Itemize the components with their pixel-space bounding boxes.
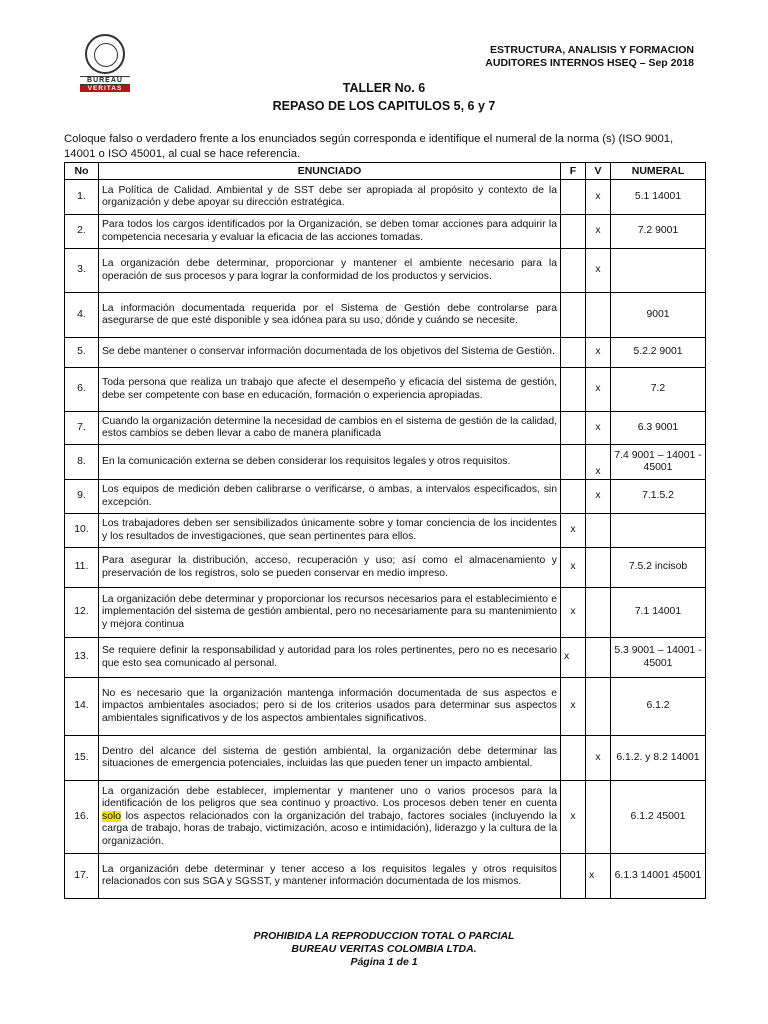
row-number: 12. bbox=[65, 588, 99, 638]
row-number: 5. bbox=[65, 338, 99, 368]
row-numeral: 7.2 9001 bbox=[611, 215, 706, 249]
table-row bbox=[65, 480, 706, 514]
row-statement: Para todos los cargos identificados por la Organización, se deben tomar acciones para adquirir la competencia necesaria y evaluar la eficacia de las acciones tomadas. bbox=[99, 215, 561, 249]
row-true-mark: x bbox=[586, 215, 611, 249]
row-number: 8. bbox=[65, 445, 99, 480]
table-row bbox=[65, 548, 706, 588]
questions-table bbox=[64, 162, 706, 899]
document-title: TALLER No. 6 bbox=[342, 81, 426, 95]
row-number: 13. bbox=[65, 638, 99, 678]
table-row bbox=[65, 249, 706, 293]
row-numeral bbox=[611, 249, 706, 293]
row-numeral: 6.1.2 bbox=[611, 678, 706, 736]
page-number: Página 1 de 1 bbox=[350, 956, 418, 968]
row-statement: La Política de Calidad. Ambiental y de SST debe ser apropiada al propósito y contexto de la organización y debe apoyar su dirección estratégica. bbox=[99, 180, 561, 215]
row-true-mark bbox=[586, 293, 611, 338]
row-number: 10. bbox=[65, 514, 99, 548]
table-row bbox=[65, 412, 706, 445]
row-number: 16. bbox=[65, 781, 99, 854]
table-row bbox=[65, 678, 706, 736]
logo-text-bottom: VERITAS bbox=[80, 85, 130, 92]
row-numeral: 7.4 9001 – 14001 - 45001 bbox=[611, 445, 706, 480]
row-false-mark bbox=[561, 412, 586, 445]
logo-seal-icon bbox=[85, 34, 125, 74]
row-numeral: 9001 bbox=[611, 293, 706, 338]
row-statement: No es necesario que la organización mantenga información documentada de sus aspectos e impactos ambientales asociados; pero si de los criterios usados para determinar sus aspectos ambientales significativos y de los aspectos ambientales significativos. bbox=[99, 678, 561, 736]
row-true-mark: x bbox=[586, 180, 611, 215]
row-numeral bbox=[611, 514, 706, 548]
instructions: Coloque falso o verdadero frente a los enunciados según corresponda e identifique el numeral de la norma (s) (ISO 9001, 14001 o ISO 45001, al cual se hace referencia. bbox=[64, 133, 674, 160]
row-true-mark: x bbox=[586, 736, 611, 781]
row-false-mark bbox=[561, 338, 586, 368]
row-true-mark: x bbox=[586, 249, 611, 293]
row-numeral: 6.3 9001 bbox=[611, 412, 706, 445]
row-false-mark: x bbox=[561, 781, 586, 854]
document-header bbox=[485, 44, 694, 70]
header-numeral: NUMERAL bbox=[611, 163, 706, 180]
document-subtitle: REPASO DE LOS CAPITULOS 5, 6 y 7 bbox=[272, 99, 496, 113]
row-true-mark bbox=[586, 781, 611, 854]
statement-text-after: los aspectos relacionados con la organización del trabajo, factores sociales (incluyendo la carga de trabajo, horas de trabajo, victimización, acoso e intimidación), liderazgo y la cultura de la organización. bbox=[102, 810, 557, 847]
row-numeral: 5.3 9001 – 14001 - 45001 bbox=[611, 638, 706, 678]
header-f: F bbox=[561, 163, 586, 180]
table-row bbox=[65, 736, 706, 781]
table-row bbox=[65, 854, 706, 899]
row-false-mark bbox=[561, 854, 586, 899]
table-row bbox=[65, 638, 706, 678]
row-number: 14. bbox=[65, 678, 99, 736]
row-statement: Toda persona que realiza un trabajo que afecte el desempeño y eficacia del sistema de gestión, debe ser competente con base en educación, formación o experiencia apropiadas. bbox=[99, 368, 561, 412]
table-row bbox=[65, 180, 706, 215]
row-numeral: 7.1.5.2 bbox=[611, 480, 706, 514]
row-numeral: 6.1.2 45001 bbox=[611, 781, 706, 854]
row-false-mark bbox=[561, 249, 586, 293]
row-numeral: 5.1 14001 bbox=[611, 180, 706, 215]
row-numeral: 7.5.2 incisob bbox=[611, 548, 706, 588]
table-row bbox=[65, 514, 706, 548]
header-no: No bbox=[65, 163, 99, 180]
table-row bbox=[65, 368, 706, 412]
row-statement: Se requiere definir la responsabilidad y autoridad para los roles pertinentes, pero no es necesario que esto sea comunicado al personal. bbox=[99, 638, 561, 678]
row-true-mark: x bbox=[586, 445, 611, 480]
table-row bbox=[65, 781, 706, 854]
row-number: 3. bbox=[65, 249, 99, 293]
row-true-mark bbox=[586, 548, 611, 588]
row-statement bbox=[99, 781, 561, 854]
row-true-mark: x bbox=[586, 368, 611, 412]
row-numeral: 7.1 14001 bbox=[611, 588, 706, 638]
row-false-mark: x bbox=[561, 514, 586, 548]
logo-text-top: BUREAU bbox=[80, 76, 130, 85]
row-numeral: 6.1.2. y 8.2 14001 bbox=[611, 736, 706, 781]
footer-line-1: PROHIBIDA LA REPRODUCCION TOTAL O PARCIAL bbox=[253, 930, 515, 942]
row-false-mark bbox=[561, 368, 586, 412]
row-statement: Para asegurar la distribución, acceso, recuperación y uso; así como el almacenamiento y preservación de los registros, solo se pueden conservar en medio impreso. bbox=[99, 548, 561, 588]
row-true-mark: x bbox=[586, 412, 611, 445]
table-row bbox=[65, 215, 706, 249]
row-false-mark bbox=[561, 736, 586, 781]
row-false-mark bbox=[561, 180, 586, 215]
table-header-row bbox=[65, 163, 706, 180]
row-statement: Los equipos de medición deben calibrarse o verificarse, o ambas, a intervalos especificados, sin excepción. bbox=[99, 480, 561, 514]
row-number: 2. bbox=[65, 215, 99, 249]
table-row bbox=[65, 338, 706, 368]
document-footer bbox=[0, 930, 768, 969]
row-statement: La organización debe determinar, proporcionar y mantener el ambiente necesario para la operación de sus procesos y para lograr la conformidad de los productos y servicios. bbox=[99, 249, 561, 293]
row-false-mark: x bbox=[561, 548, 586, 588]
header-line-2: AUDITORES INTERNOS HSEQ – Sep 2018 bbox=[485, 57, 694, 69]
row-statement: Cuando la organización determine la necesidad de cambios en el sistema de gestión de la calidad, estos cambios se deben llevar a cabo de manera planificada bbox=[99, 412, 561, 445]
row-false-mark bbox=[561, 445, 586, 480]
row-false-mark bbox=[561, 215, 586, 249]
row-number: 7. bbox=[65, 412, 99, 445]
statement-text-before: La organización debe establecer, implementar y mantener uno o varios procesos para la identificación de los peligros que sea continuo y proactivo. Los procesos deben tener en cuenta bbox=[102, 785, 557, 810]
row-statement: Los trabajadores deben ser sensibilizados únicamente sobre y tomar conciencia de los incidentes y los resultados de investigaciones, que sean pertinentes para ellos. bbox=[99, 514, 561, 548]
row-true-mark: x bbox=[586, 480, 611, 514]
row-number: 17. bbox=[65, 854, 99, 899]
footer-line-2: BUREAU VERITAS COLOMBIA LTDA. bbox=[291, 943, 477, 955]
row-true-mark bbox=[586, 588, 611, 638]
row-number: 9. bbox=[65, 480, 99, 514]
row-number: 4. bbox=[65, 293, 99, 338]
row-number: 11. bbox=[65, 548, 99, 588]
header-line-1: ESTRUCTURA, ANALISIS Y FORMACION bbox=[490, 44, 694, 56]
table-row bbox=[65, 293, 706, 338]
row-statement: Dentro del alcance del sistema de gestión ambiental, la organización debe determinar las situaciones de emergencia potenciales, incluidas las que pueden tener un impacto ambiental. bbox=[99, 736, 561, 781]
row-numeral: 7.2 bbox=[611, 368, 706, 412]
row-true-mark bbox=[586, 514, 611, 548]
row-true-mark bbox=[586, 678, 611, 736]
row-statement: La organización debe determinar y tener acceso a los requisitos legales y otros requisitos relacionados con sus SGA y SGSST, y mantener información documentada de los mismos. bbox=[99, 854, 561, 899]
row-number: 1. bbox=[65, 180, 99, 215]
row-statement: La información documentada requerida por el Sistema de Gestión debe controlarse para asegurarse de que esté disponible y sea idónea para su uso, dónde y cuándo se necesite. bbox=[99, 293, 561, 338]
row-numeral: 5.2.2 9001 bbox=[611, 338, 706, 368]
table-row bbox=[65, 588, 706, 638]
row-true-mark: x bbox=[586, 854, 611, 899]
row-number: 6. bbox=[65, 368, 99, 412]
row-statement: Se debe mantener o conservar información documentada de los objetivos del Sistema de Gestión. bbox=[99, 338, 561, 368]
row-false-mark: x bbox=[561, 588, 586, 638]
highlighted-word: solo bbox=[102, 810, 122, 822]
row-false-mark bbox=[561, 293, 586, 338]
header-enunciado: ENUNCIADO bbox=[99, 163, 561, 180]
row-true-mark: x bbox=[586, 338, 611, 368]
row-false-mark: x bbox=[561, 678, 586, 736]
row-true-mark bbox=[586, 638, 611, 678]
row-false-mark bbox=[561, 480, 586, 514]
row-statement: En la comunicación externa se deben considerar los requisitos legales y otros requisitos. bbox=[99, 445, 561, 480]
row-number: 15. bbox=[65, 736, 99, 781]
row-numeral: 6.1.3 14001 45001 bbox=[611, 854, 706, 899]
table-row bbox=[65, 445, 706, 480]
header-v: V bbox=[586, 163, 611, 180]
row-statement: La organización debe determinar y proporcionar los recursos necesarios para el establecimiento e implementación del sistema de gestión ambiental, pero no necesariamente para su mantenimiento y mejora continua bbox=[99, 588, 561, 638]
row-false-mark: x bbox=[561, 638, 586, 678]
